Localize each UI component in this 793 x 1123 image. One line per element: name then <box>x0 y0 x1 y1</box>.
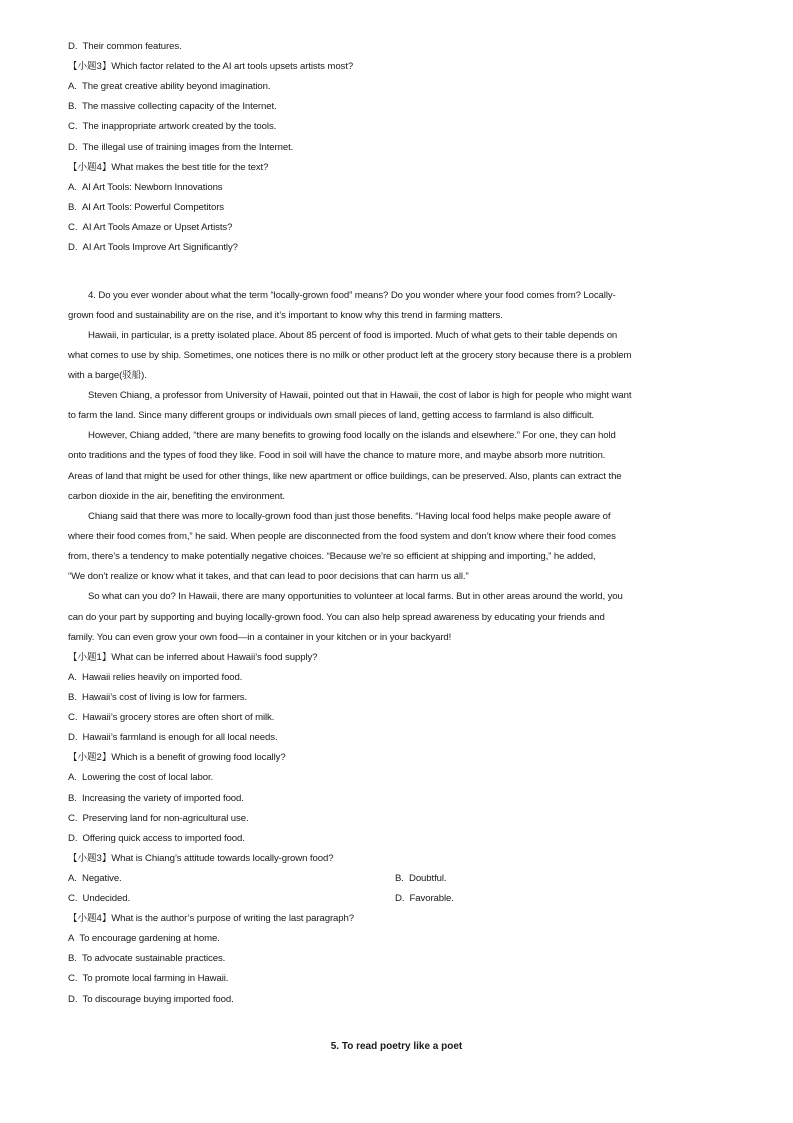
q1-stem: 【小题1】What can be inferred about Hawaii’s food supply? <box>68 652 318 663</box>
passage-line: So what can you do? In Hawaii, there are many opportunities to volunteer at local farms. But in other areas around the world, you <box>88 591 623 602</box>
q3-option: C. Undecided. <box>68 893 131 904</box>
prev-q3-option: D. The illegal use of training images from the Internet. <box>68 142 294 153</box>
passage-line: carbon dioxide in the air, benefiting the environment. <box>68 491 285 502</box>
passage-line: Areas of land that might be used for other things, like new apartment or office buildings, can be preserved. Also, plants can extract the <box>68 471 622 482</box>
prev-q4-option: B. AI Art Tools: Powerful Competitors <box>68 202 224 213</box>
prev-q3-option: A. The great creative ability beyond imagination. <box>68 81 271 92</box>
q2-stem: 【小题2】Which is a benefit of growing food locally? <box>68 752 286 763</box>
q1-option: B. Hawaii’s cost of living is low for farmers. <box>68 692 248 703</box>
q2-option: C. Preserving land for non-agricultural use. <box>68 813 249 824</box>
passage-line: from, there’s a tendency to make potentially negative choices. “Because we’re so efficient at shipping and importing,” he added, <box>68 551 596 562</box>
prev-q4-option: A. AI Art Tools: Newborn Innovations <box>68 182 223 193</box>
q3-option: A. Negative. <box>68 873 122 884</box>
passage-line: Hawaii, in particular, is a pretty isolated place. About 85 percent of food is imported. Much of what gets to their table depends on <box>88 330 618 341</box>
passage-line: where their food comes from,” he said. When people are disconnected from the food system and don’t know where their food comes <box>68 531 616 542</box>
passage-line: can do your part by supporting and buying locally-grown food. You can also help spread awareness by educating your friends and <box>68 612 605 623</box>
prev-q4-option: D. AI Art Tools Improve Art Significantly? <box>68 242 238 253</box>
passage-line: Chiang said that there was more to locally-grown food than just those benefits. “Having local food helps make people aware of <box>88 511 611 522</box>
q1-option: D. Hawaii’s farmland is enough for all local needs. <box>68 732 278 743</box>
q3-stem: 【小题3】What is Chiang’s attitude towards locally-grown food? <box>68 853 334 864</box>
next-passage-title: 5. To read poetry like a poet <box>330 1041 463 1052</box>
q4-option: D. To discourage buying imported food. <box>68 994 234 1005</box>
q3-option-row <box>68 893 728 905</box>
q4-option: A To encourage gardening at home. <box>68 933 220 944</box>
q1-option: C. Hawaii’s grocery stores are often short of milk. <box>68 712 275 723</box>
prev-q3-option: C. The inappropriate artwork created by the tools. <box>68 121 277 132</box>
prev-q3-stem: 【小题3】Which factor related to the AI art tools upsets artists most? <box>68 61 354 72</box>
q2-option: B. Increasing the variety of imported food. <box>68 793 244 804</box>
passage-line: 4. Do you ever wonder about what the term “locally-grown food” means? Do you wonder where your food comes from? Locally- <box>88 290 616 301</box>
q1-option: A. Hawaii relies heavily on imported food. <box>68 672 243 683</box>
q3-option: B. Doubtful. <box>395 873 447 884</box>
passage-line: Steven Chiang, a professor from University of Hawaii, pointed out that in Hawaii, the cost of labor is high for people who might want <box>88 390 632 401</box>
q3-option-row <box>68 873 728 885</box>
passage-line: “We don’t realize or know what it takes, and that can lead to poor decisions that can harm us all.” <box>68 571 469 582</box>
passage-line: family. You can even grow your own food—in a container in your kitchen or in your backyard! <box>68 632 452 643</box>
q4-option: B. To advocate sustainable practices. <box>68 953 226 964</box>
q2-option: D. Offering quick access to imported food. <box>68 833 245 844</box>
q2-option: A. Lowering the cost of local labor. <box>68 772 214 783</box>
passage-line: However, Chiang added, “there are many benefits to growing food locally on the islands and elsewhere.” For one, they can hold <box>88 430 616 441</box>
passage-line: what comes to use by ship. Sometimes, one notices there is no milk or other product left at the grocery story because there is a problem <box>68 350 632 361</box>
prev-q4-option: C. AI Art Tools Amaze or Upset Artists? <box>68 222 233 233</box>
q3-option: D. Favorable. <box>395 893 454 904</box>
passage-line: grown food and sustainability are on the rise, and it’s important to know why this trend in farming matters. <box>68 310 503 321</box>
prev-q2-option-d: D. Their common features. <box>68 41 182 52</box>
prev-q4-stem: 【小题4】What makes the best title for the text? <box>68 162 269 173</box>
q4-stem: 【小题4】What is the author’s purpose of writing the last paragraph? <box>68 913 355 924</box>
q4-option: C. To promote local farming in Hawaii. <box>68 973 229 984</box>
passage-line: with a barge(驳船). <box>68 370 147 381</box>
passage-line: onto traditions and the types of food they like. Food in soil will have the chance to mature more, and maybe absorb more nutrition. <box>68 450 606 461</box>
passage-line: to farm the land. Since many different groups or individuals own small pieces of land, getting access to farmland is also difficult. <box>68 410 595 421</box>
prev-q3-option: B. The massive collecting capacity of the Internet. <box>68 101 277 112</box>
